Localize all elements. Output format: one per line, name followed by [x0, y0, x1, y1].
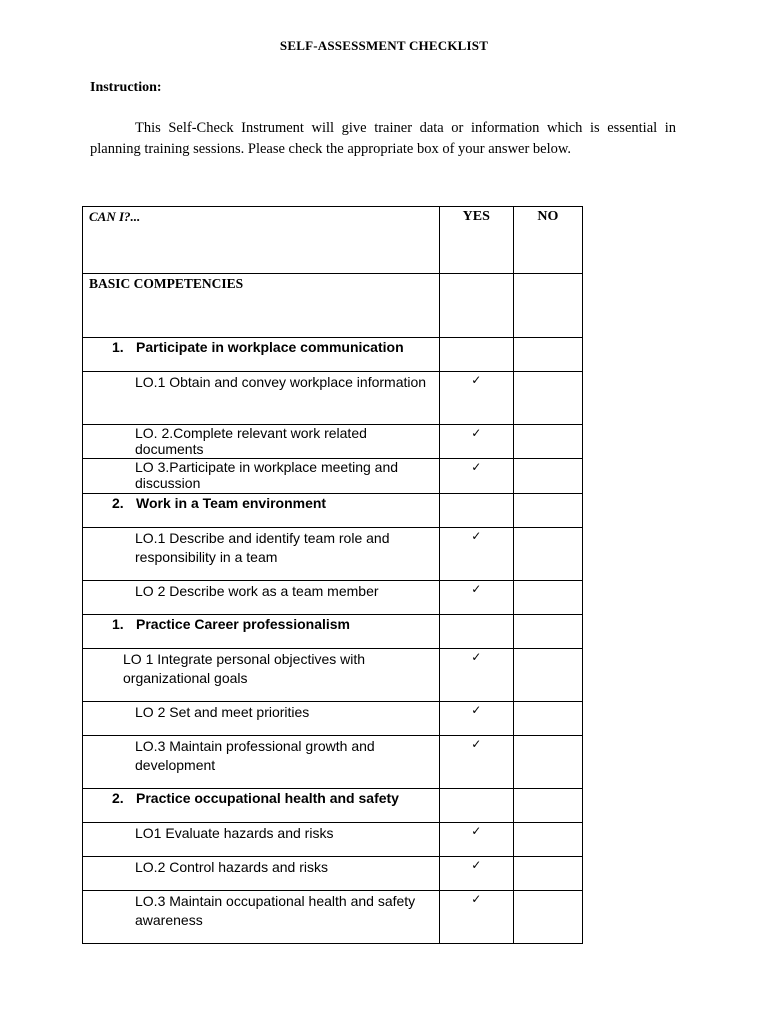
document-title: SELF-ASSESSMENT CHECKLIST	[279, 38, 489, 53]
checklist-table	[82, 206, 583, 944]
no-cell[interactable]	[513, 372, 582, 425]
no-cell[interactable]	[513, 459, 582, 494]
no-cell[interactable]	[513, 615, 582, 649]
no-cell[interactable]	[513, 528, 582, 581]
unit-title-cell	[83, 789, 440, 823]
unit-title-cell	[83, 338, 440, 372]
learning-outcome-row	[83, 891, 583, 944]
learning-outcome-row	[83, 649, 583, 702]
learning-outcome-row	[83, 425, 583, 459]
header-row	[83, 207, 583, 274]
yes-cell[interactable]	[439, 338, 513, 372]
learning-outcome-row	[83, 528, 583, 581]
instruction-text: This Self-Check Instrument will give trainer data or information which is essential in planning training sessions. Please check the appropriate box of your answer below.	[90, 120, 676, 157]
unit-title: Participate in workplace communication	[136, 339, 404, 355]
header-question: CAN I?...	[83, 207, 440, 274]
learning-outcome-text: LO. 2.Complete relevant work related documents	[83, 425, 440, 459]
unit-title-cell	[83, 494, 440, 528]
instruction-paragraph	[90, 118, 676, 160]
yes-cell[interactable]	[439, 615, 513, 649]
yes-cell[interactable]	[439, 891, 513, 944]
unit-title: Practice Career professionalism	[136, 616, 350, 632]
yes-cell[interactable]	[439, 528, 513, 581]
learning-outcome-row	[83, 581, 583, 615]
learning-outcome-text: LO.1 Obtain and convey workplace information	[83, 372, 440, 425]
check-mark-icon: ✓	[471, 858, 482, 872]
learning-outcome-row	[83, 857, 583, 891]
no-cell[interactable]	[513, 736, 582, 789]
unit-row	[83, 789, 583, 823]
yes-cell[interactable]	[439, 274, 513, 338]
unit-row	[83, 494, 583, 528]
unit-row	[83, 615, 583, 649]
yes-cell[interactable]	[439, 649, 513, 702]
learning-outcome-row	[83, 372, 583, 425]
section-title: BASIC COMPETENCIES	[83, 274, 440, 338]
check-mark-icon: ✓	[471, 582, 482, 596]
no-cell[interactable]	[513, 702, 582, 736]
learning-outcome-row	[83, 702, 583, 736]
learning-outcome-text: LO 2 Set and meet priorities	[83, 702, 440, 736]
no-cell[interactable]	[513, 857, 582, 891]
yes-cell[interactable]	[439, 425, 513, 459]
check-mark-icon: ✓	[471, 529, 482, 543]
yes-cell[interactable]	[439, 494, 513, 528]
no-cell[interactable]	[513, 338, 582, 372]
check-mark-icon: ✓	[471, 824, 482, 838]
no-cell[interactable]	[513, 891, 582, 944]
check-mark-icon: ✓	[471, 373, 482, 387]
no-cell[interactable]	[513, 649, 582, 702]
unit-title-cell	[83, 615, 440, 649]
learning-outcome-text: LO.2 Control hazards and risks	[83, 857, 440, 891]
unit-number: 1.	[112, 339, 124, 355]
section-row	[83, 274, 583, 338]
yes-cell[interactable]	[439, 702, 513, 736]
unit-row	[83, 338, 583, 372]
no-cell[interactable]	[513, 581, 582, 615]
learning-outcome-row	[83, 736, 583, 789]
yes-cell[interactable]	[439, 372, 513, 425]
learning-outcome-row	[83, 823, 583, 857]
learning-outcome-text: LO 1 Integrate personal objectives with organizational goals	[83, 649, 440, 702]
check-mark-icon: ✓	[471, 892, 482, 906]
no-cell[interactable]	[513, 823, 582, 857]
yes-cell[interactable]	[439, 823, 513, 857]
no-cell[interactable]	[513, 789, 582, 823]
unit-number: 1.	[112, 616, 124, 632]
check-mark-icon: ✓	[471, 737, 482, 751]
learning-outcome-row	[83, 459, 583, 494]
unit-number: 2.	[112, 790, 124, 806]
header-no: NO	[513, 207, 582, 274]
instruction-label: Instruction:	[90, 80, 162, 95]
learning-outcome-text: LO 3.Participate in workplace meeting and discussion	[83, 459, 440, 494]
yes-cell[interactable]	[439, 581, 513, 615]
check-mark-icon: ✓	[471, 703, 482, 717]
yes-cell[interactable]	[439, 736, 513, 789]
check-mark-icon: ✓	[471, 460, 482, 474]
unit-number: 2.	[112, 495, 124, 511]
check-mark-icon: ✓	[471, 426, 482, 440]
learning-outcome-text: LO 2 Describe work as a team member	[83, 581, 440, 615]
learning-outcome-text: LO1 Evaluate hazards and risks	[83, 823, 440, 857]
learning-outcome-text: LO.1 Describe and identify team role and responsibility in a team	[83, 528, 440, 581]
learning-outcome-text: LO.3 Maintain occupational health and safety awareness	[83, 891, 440, 944]
yes-cell[interactable]	[439, 459, 513, 494]
learning-outcome-text: LO.3 Maintain professional growth and development	[83, 736, 440, 789]
no-cell[interactable]	[513, 274, 582, 338]
yes-cell[interactable]	[439, 857, 513, 891]
check-mark-icon: ✓	[471, 650, 482, 664]
yes-cell[interactable]	[439, 789, 513, 823]
header-yes: YES	[439, 207, 513, 274]
no-cell[interactable]	[513, 425, 582, 459]
no-cell[interactable]	[513, 494, 582, 528]
unit-title: Work in a Team environment	[136, 495, 327, 511]
unit-title: Practice occupational health and safety	[136, 790, 399, 806]
